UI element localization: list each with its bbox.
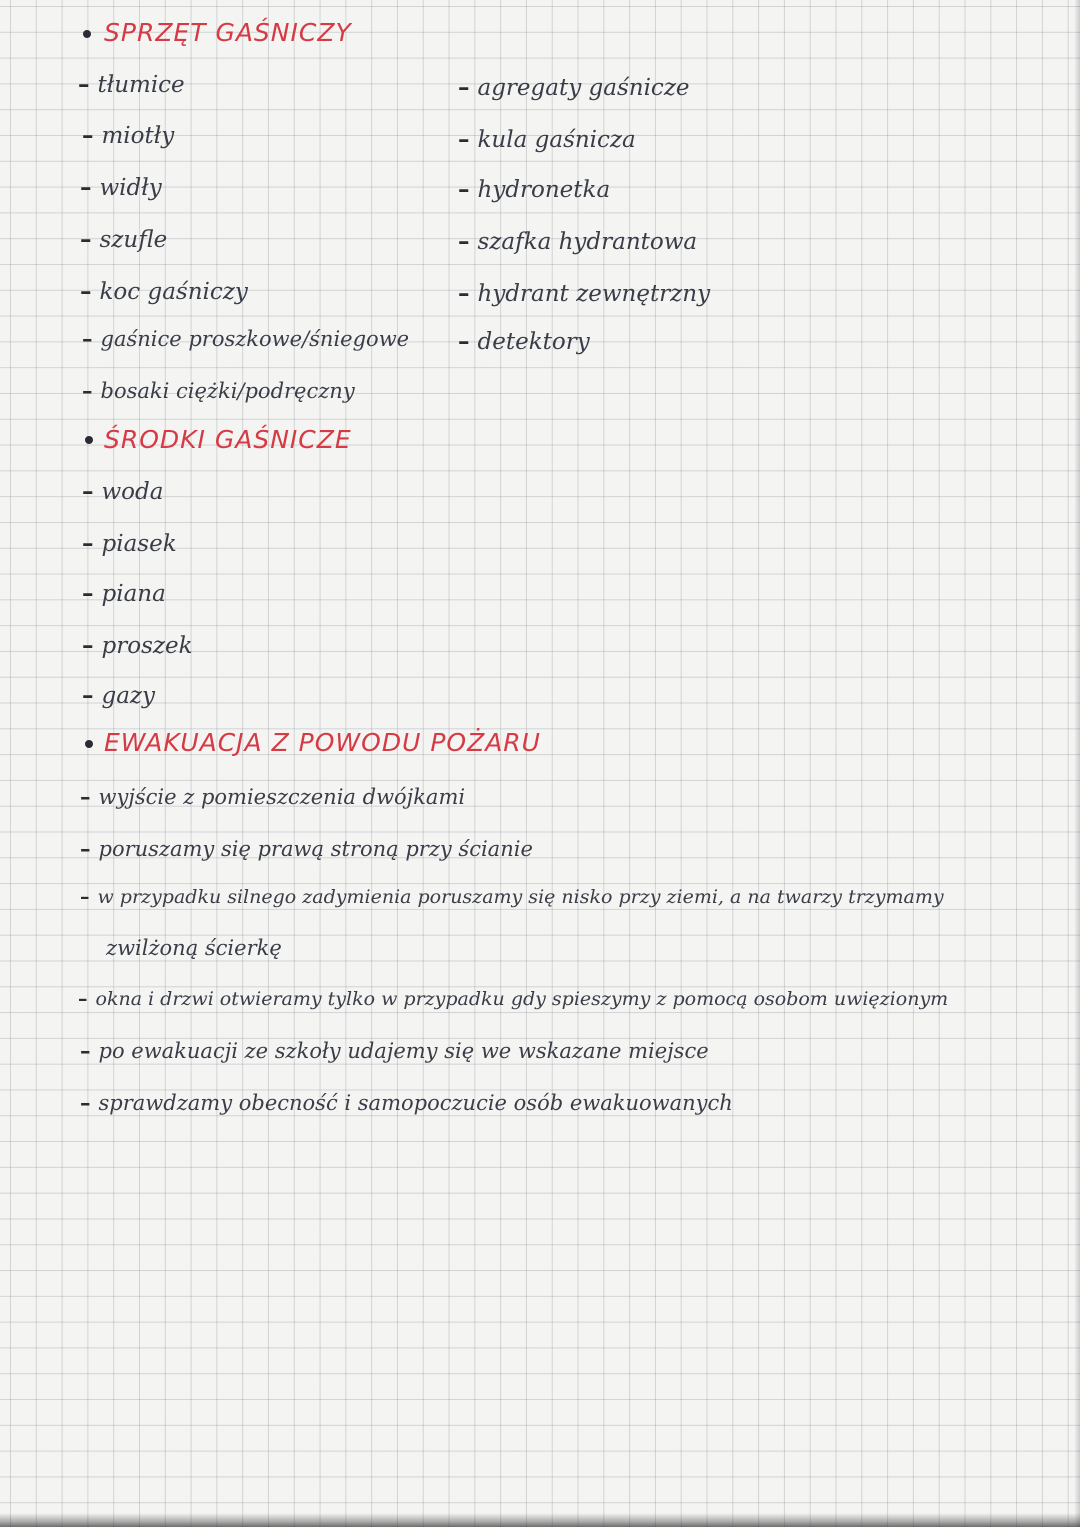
list-item: – miotły (82, 122, 175, 149)
list-item: – gazy (82, 682, 156, 709)
bullet-dot (85, 740, 93, 748)
bullet-dot (83, 30, 91, 38)
list-item: – tłumice (78, 71, 185, 98)
list-item: – szafka hydrantowa (458, 228, 698, 255)
list-item: – woda (82, 478, 164, 505)
list-item: – bosaki ciężki/podręczny (82, 378, 355, 403)
list-item-continuation: zwilżoną ścierkę (106, 936, 282, 960)
section-heading-evacuation: EWAKUACJA Z POWODU POŻARU (104, 728, 541, 757)
list-item: – poruszamy się prawą stroną przy ścianie (80, 836, 533, 861)
section-heading-equipment: SPRZĘT GAŚNICZY (104, 18, 352, 47)
list-item: – kula gaśnicza (458, 126, 636, 153)
list-item: – hydronetka (458, 176, 611, 203)
list-item: – proszek (82, 632, 193, 659)
list-item: – w przypadku silnego zadymienia poruszamy się nisko przy ziemi, a na twarzy trzymamy (80, 886, 944, 908)
list-item: – szufle (80, 226, 168, 253)
list-item: – agregaty gaśnicze (458, 74, 690, 101)
list-item: – okna i drzwi otwieramy tylko w przypadku gdy spieszymy z pomocą osobom uwięzionym (78, 988, 949, 1010)
list-item: – piana (82, 580, 166, 607)
list-item: – piasek (82, 530, 177, 557)
list-item: – widły (80, 174, 162, 201)
bullet-dot (85, 436, 93, 444)
list-item: – sprawdzamy obecność i samopoczucie osób ewakuowanych (80, 1090, 733, 1115)
section-heading-agents: ŚRODKI GAŚNICZE (104, 425, 352, 454)
list-item: – gaśnice proszkowe/śniegowe (82, 326, 410, 351)
page-edge-shadow (1074, 0, 1080, 1527)
list-item: – detektory (458, 328, 590, 355)
page-bottom-shadow (0, 1513, 1080, 1527)
list-item: – po ewakuacji ze szkoły udajemy się we wskazane miejsce (80, 1038, 709, 1063)
list-item: – koc gaśniczy (80, 278, 248, 305)
list-item: – hydrant zewnętrzny (458, 280, 711, 307)
list-item: – wyjście z pomieszczenia dwójkami (80, 784, 466, 809)
